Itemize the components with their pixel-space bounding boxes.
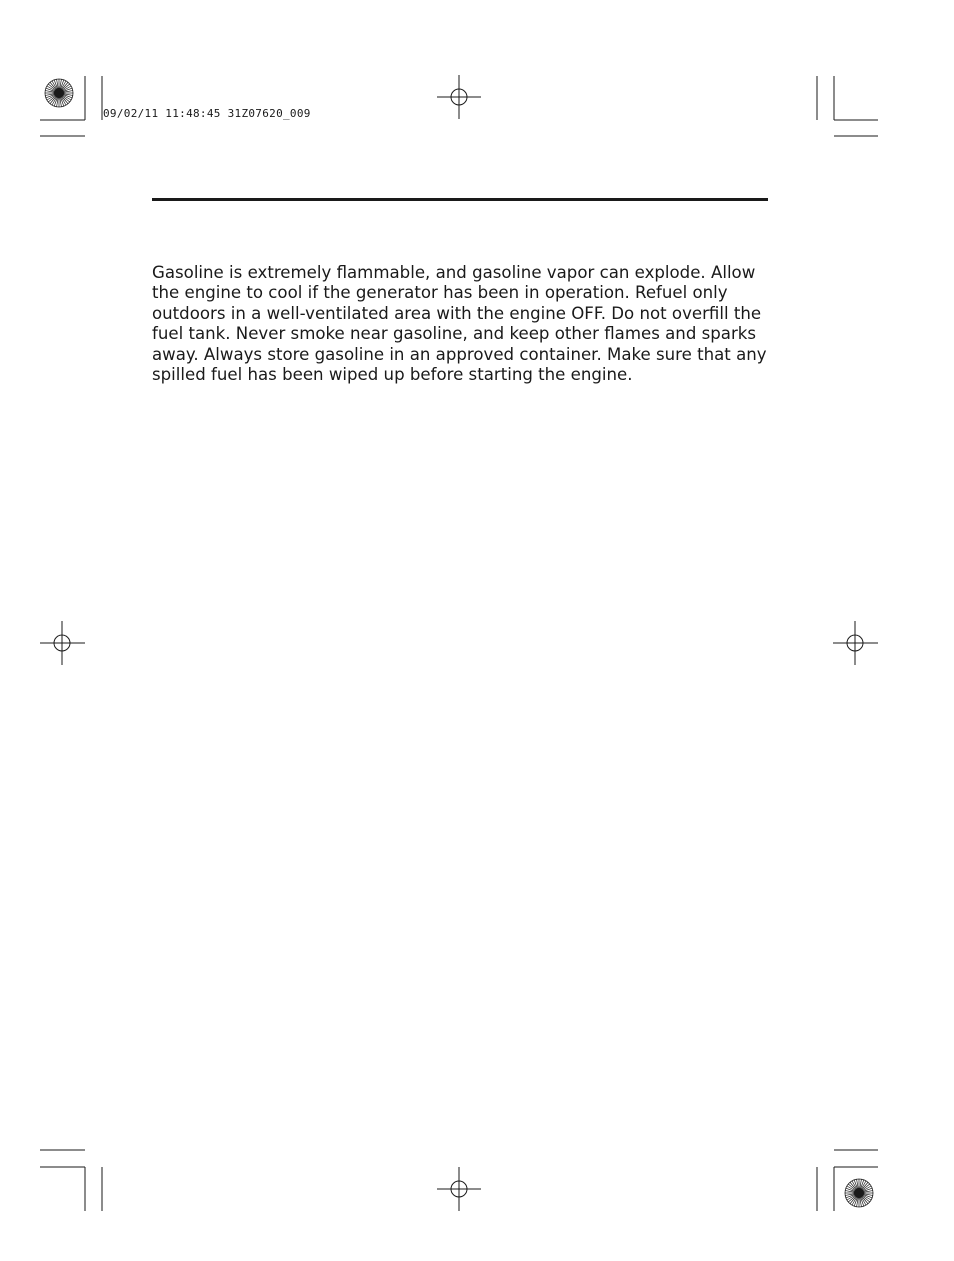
registration-star-bottom-right <box>845 1179 873 1207</box>
crop-mark-bottom-left <box>40 1150 102 1211</box>
crop-mark-top-right <box>817 76 878 136</box>
registration-target-bottom-center <box>437 1167 481 1211</box>
print-timestamp: 09/02/11 11:48:45 31Z07620_009 <box>103 107 311 120</box>
registration-target-middle-right <box>833 621 878 665</box>
crop-mark-bottom-right <box>817 1150 878 1211</box>
registration-target-middle-left <box>40 621 85 665</box>
header-rule <box>152 198 768 201</box>
registration-star-top-left <box>45 79 73 107</box>
gasoline-safety-paragraph: Gasoline is extremely flammable, and gasoline vapor can explode. Allow the engine to cool if the generator has been in operation. Refuel only outdoors in a well-ventilated area with the engine OFF. Do not overfill the fuel tank. Never smoke near gasoline, and keep other flames and sparks away. Always store gasoline in an approved container. Make sure that any spilled fuel has been wiped up before starting the engine. <box>152 263 767 385</box>
registration-target-top-center <box>437 75 481 119</box>
